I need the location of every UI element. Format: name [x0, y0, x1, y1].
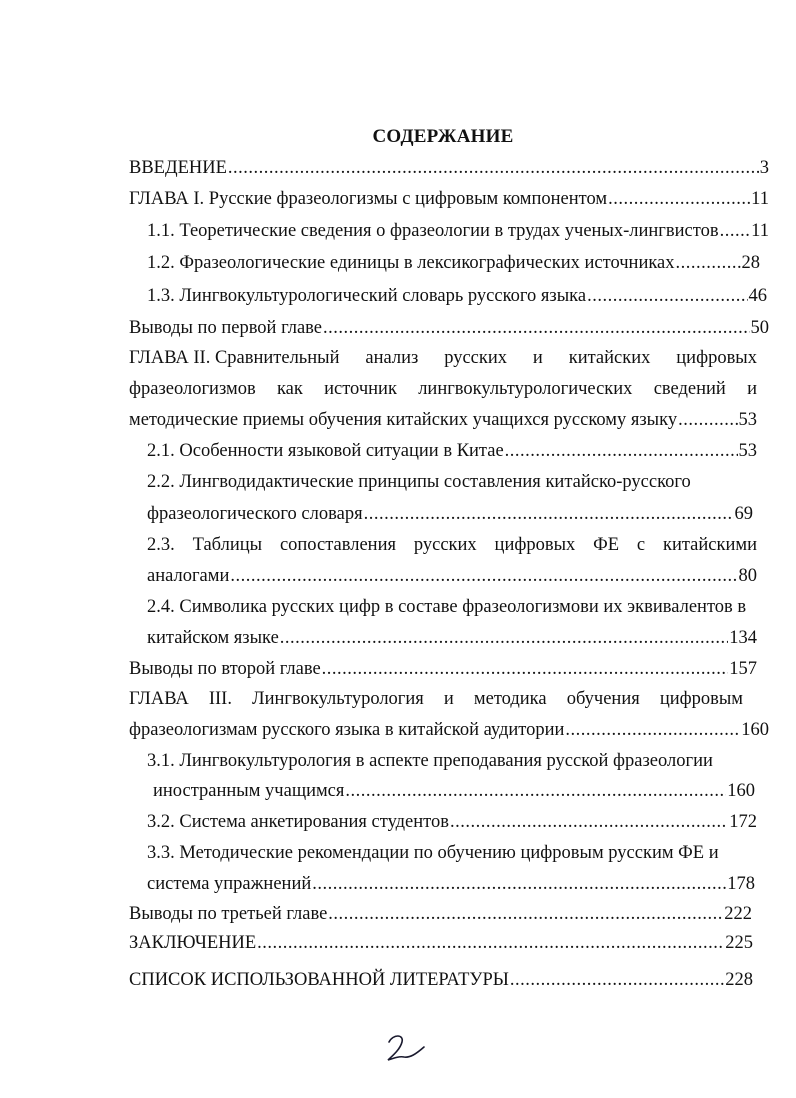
- dot-leader: [678, 410, 737, 431]
- toc-page-number: 172: [729, 812, 757, 832]
- toc-word: и: [747, 379, 757, 399]
- toc-word: китайских: [568, 348, 651, 368]
- toc-word: сопоставления: [279, 535, 396, 555]
- toc-entry-section-3-1-line-2[interactable]: [153, 781, 755, 802]
- toc-entry-text: 3.2. Система анкетирования студентов: [147, 812, 449, 832]
- toc-entry-section-2-3-line-2[interactable]: [147, 566, 757, 587]
- toc-page-number: 28: [741, 253, 760, 273]
- toc-word: сведений: [653, 379, 726, 399]
- dot-leader: [230, 566, 737, 587]
- dot-leader: [587, 286, 747, 307]
- toc-word: фразеологизмов: [129, 379, 256, 399]
- toc-page-number: 222: [724, 904, 752, 924]
- toc-page-number: 69: [734, 504, 753, 524]
- toc-entry-text: СПИСОК ИСПОЛЬЗОВАННОЙ ЛИТЕРАТУРЫ: [129, 970, 509, 990]
- toc-entry-conclusion[interactable]: [129, 933, 753, 954]
- toc-entry-text: Выводы по второй главе: [129, 659, 321, 679]
- toc-word: русских: [444, 348, 508, 368]
- dot-leader: [322, 659, 729, 680]
- toc-page-number: 3: [759, 158, 769, 178]
- toc-word: и: [532, 348, 543, 368]
- toc-word: анализ: [365, 348, 419, 368]
- toc-entry-section-2-1[interactable]: [147, 441, 757, 462]
- toc-entry-text: китайском языке: [147, 628, 279, 648]
- dot-leader: [328, 904, 723, 925]
- toc-page-number: 11: [751, 189, 769, 209]
- toc-entry-section-2-4-line-1[interactable]: 2.4. Символика русских цифр в составе фразеологизмови их эквивалентов в: [147, 597, 747, 617]
- toc-entry-section-3-3-line-1[interactable]: 3.3. Методические рекомендации по обучению цифровым русским ФЕ и: [147, 843, 719, 863]
- toc-word: Таблицы: [192, 535, 263, 555]
- toc-entry-text: аналогами: [147, 566, 230, 586]
- toc-entry-text: иностранным учащимся: [153, 781, 345, 801]
- toc-entry-section-3-1-line-1[interactable]: 3.1. Лингвокультурология в аспекте преподавания русской фразеологии: [147, 751, 713, 771]
- toc-entry-text: фразеологизмам русского языка в китайской аудитории: [129, 720, 565, 740]
- toc-entry-chapter-2-line-1[interactable]: [129, 348, 757, 369]
- handwritten-page-mark: [384, 1030, 432, 1064]
- toc-word: ФЕ: [593, 535, 620, 555]
- toc-entry-references[interactable]: [129, 970, 753, 991]
- dot-leader: [345, 781, 726, 802]
- toc-word: цифровых: [676, 348, 757, 368]
- toc-word: 2.3.: [147, 535, 175, 555]
- dot-leader: [505, 441, 738, 462]
- toc-entry-intro[interactable]: [129, 158, 769, 179]
- dot-leader: [720, 221, 751, 242]
- toc-page-number: 80: [738, 566, 757, 586]
- toc-word: ГЛАВА II. Сравнительный: [129, 348, 340, 368]
- toc-page-number: 50: [750, 318, 769, 338]
- toc-page-number: 228: [725, 970, 753, 990]
- toc-entry-text: Выводы по первой главе: [129, 318, 323, 338]
- toc-entry-chapter-2-line-3[interactable]: [129, 410, 757, 431]
- toc-entry-section-3-3-line-2[interactable]: [147, 874, 755, 895]
- dot-leader: [676, 253, 741, 274]
- toc-page-number: 160: [727, 781, 755, 801]
- page-title: СОДЕРЖАНИЕ: [372, 126, 514, 147]
- dot-leader: [565, 720, 740, 741]
- toc-entry-text: фразеологического словаря: [147, 504, 363, 524]
- dot-leader: [280, 628, 728, 649]
- dot-leader: [312, 874, 726, 895]
- toc-word: источник: [324, 379, 397, 399]
- toc-page-number: 225: [725, 933, 753, 953]
- toc-entry-text: 1.1. Теоретические сведения о фразеологии в трудах ученых-лингвистов: [147, 221, 719, 241]
- toc-entry-text: 2.1. Особенности языковой ситуации в Китае: [147, 441, 504, 461]
- dot-leader: [364, 504, 734, 525]
- dot-leader: [608, 189, 750, 210]
- dot-leader: [323, 318, 749, 339]
- toc-entry-conclusions-2[interactable]: [129, 659, 757, 680]
- toc-page-number: 178: [727, 874, 755, 894]
- toc-entry-text: ГЛАВА I. Русские фразеологизмы с цифровым компонентом: [129, 189, 608, 209]
- toc-entry-text: 1.2. Фразеологические единицы в лексикографических источниках: [147, 253, 675, 273]
- toc-entry-text: Выводы по третьей главе: [129, 904, 328, 924]
- dot-leader: [450, 812, 728, 833]
- toc-entry-chapter-3-line-2[interactable]: [129, 720, 769, 741]
- toc-page-number: 53: [738, 410, 757, 430]
- dot-leader: [257, 933, 724, 954]
- toc-entry-chapter-2-line-2[interactable]: [129, 379, 757, 400]
- dot-leader: [228, 158, 759, 179]
- toc-page-number: 11: [751, 221, 769, 241]
- toc-word: русских: [413, 535, 477, 555]
- toc-entry-text: ЗАКЛЮЧЕНИЕ: [129, 933, 257, 953]
- toc-entry-text: ВВЕДЕНИЕ: [129, 158, 227, 178]
- toc-word: китайскими: [662, 535, 757, 555]
- toc-word: цифровых: [494, 535, 576, 555]
- toc-page-number: 160: [741, 720, 769, 740]
- toc-entry-chapter-1[interactable]: [129, 189, 769, 210]
- dot-leader: [510, 970, 724, 991]
- toc-entry-section-2-2-line-2[interactable]: [147, 504, 753, 525]
- toc-entry-chapter-3-line-1[interactable]: ГЛАВА III. Лингвокультурология и методика обучения цифровым: [129, 689, 743, 709]
- toc-entry-section-1-2[interactable]: [147, 253, 760, 274]
- toc-entry-section-2-3-line-1[interactable]: [147, 535, 757, 556]
- toc-entry-section-3-2[interactable]: [147, 812, 757, 833]
- toc-entry-section-1-1[interactable]: [147, 221, 769, 242]
- toc-entry-text: 1.3. Лингвокультурологический словарь русского языка: [147, 286, 587, 306]
- toc-page-number: 53: [738, 441, 757, 461]
- toc-entry-section-2-2-line-1[interactable]: 2.2. Лингводидактические принципы составления китайско-русского: [147, 472, 691, 492]
- toc-entry-section-1-3[interactable]: [147, 286, 767, 307]
- toc-entry-conclusions-3[interactable]: [129, 904, 752, 925]
- toc-page-number: 134: [729, 628, 757, 648]
- toc-word: как: [276, 379, 303, 399]
- toc-page-number: 46: [748, 286, 767, 306]
- toc-entry-text: система упражнений: [147, 874, 312, 894]
- toc-page-number: 157: [729, 659, 757, 679]
- toc-entry-section-2-4-line-2[interactable]: [147, 628, 757, 649]
- toc-word: лингвокультурологических: [418, 379, 633, 399]
- toc-entry-conclusions-1[interactable]: [129, 318, 769, 339]
- toc-entry-text: методические приемы обучения китайских учащихся русскому языку: [129, 410, 678, 430]
- toc-word: с: [636, 535, 646, 555]
